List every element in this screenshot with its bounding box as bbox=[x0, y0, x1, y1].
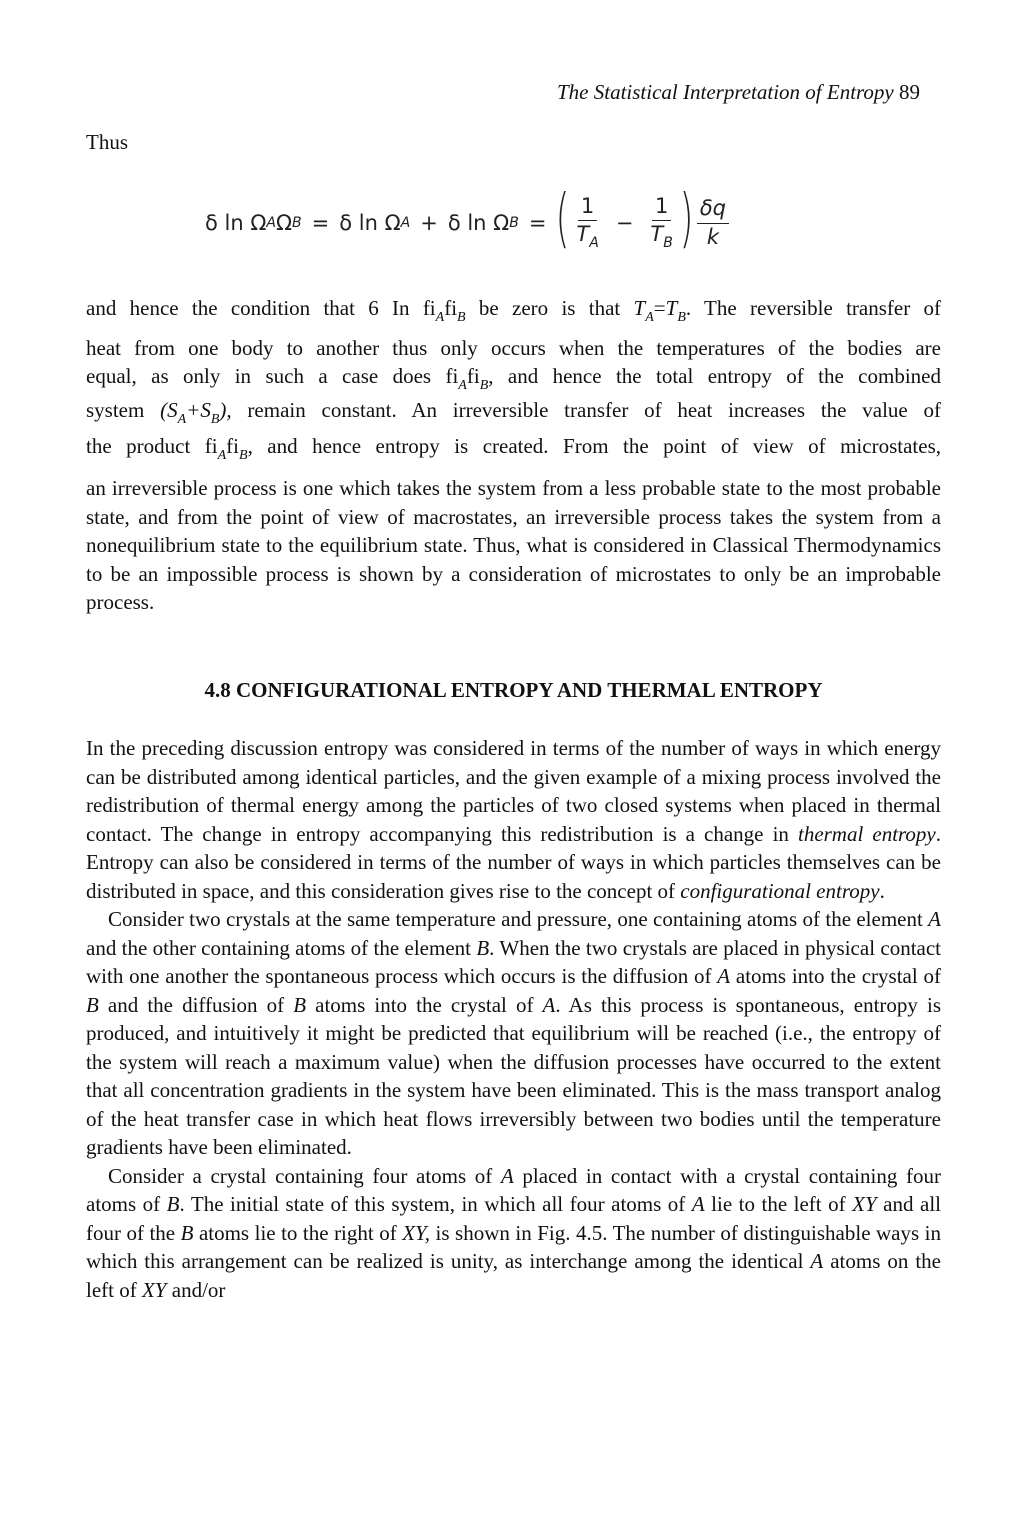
p3-d: atoms into the crystal of bbox=[730, 964, 941, 988]
eq-fraction-3 bbox=[697, 197, 729, 248]
p1l5-b: fi bbox=[226, 434, 239, 458]
p3-c: . When the two crystals are placed in physical contact with one another the spontaneous process which occurs is the diffusion of bbox=[86, 935, 942, 988]
p1l1-a: and hence the condition that 6 In fi bbox=[86, 296, 436, 320]
p1l3-sub-a: A bbox=[458, 378, 467, 393]
p4-b: placed in contact with a crystal containing four atoms of bbox=[86, 1163, 941, 1216]
paragraph-3 bbox=[86, 905, 941, 1162]
p1l1-b: fi bbox=[444, 296, 458, 320]
p2-em2: configurational entropy bbox=[680, 878, 880, 903]
p1l5-c: , and hence entropy is created. From the point of view of microstates, bbox=[247, 434, 941, 458]
para1-line5 bbox=[86, 434, 941, 464]
eq-minus: − bbox=[615, 211, 634, 235]
p4-XY3: XY bbox=[141, 1277, 167, 1302]
frac2-denominator bbox=[647, 221, 675, 251]
p4-e: and all four of the bbox=[86, 1192, 941, 1245]
p1l4-a: system bbox=[86, 398, 161, 422]
p2-a: In the preceding discussion entropy was considered in terms of the number of ways in which energy can be distributed among identical particles, and the given example of a mixing process involved the redistribution of thermal energy among the particles of two closed systems when placed in thermal contact. The change in entropy accompanying this redistribution is a change in bbox=[86, 736, 941, 846]
p4-A2: A bbox=[691, 1192, 705, 1216]
p2-b: . Entropy can also be considered in terms of the number of ways in which particles themselves can be distributed in space, and this consideration gives rise to the concept of bbox=[86, 821, 941, 903]
p1l5-a: the product fi bbox=[86, 434, 218, 458]
lead-word: Thus bbox=[86, 130, 128, 154]
frac3-denominator: k bbox=[706, 224, 719, 249]
p4-XY2: XY, bbox=[402, 1220, 431, 1245]
p1l4-b: remain constant. An irreversible transfer of heat increases the value of bbox=[231, 398, 941, 422]
p2-c: . bbox=[879, 878, 885, 903]
p1l5-sub-a: A bbox=[217, 448, 227, 463]
p3-A1: A bbox=[928, 907, 941, 931]
para1-line2 bbox=[86, 336, 941, 361]
p4-B1: B bbox=[166, 1192, 180, 1216]
entropy-equation bbox=[205, 182, 733, 258]
frac2-numerator: 1 bbox=[652, 195, 671, 221]
p4-g: is shown in Fig. 4.5. The number of distinguishable ways in which this arrangement can be realized is unity, as interchange among the identical bbox=[86, 1220, 942, 1273]
running-head bbox=[86, 80, 920, 105]
p3-A3: A bbox=[542, 992, 556, 1017]
p4-A3: A bbox=[810, 1249, 824, 1273]
p1l2: heat from one body to another thus only occurs when the temperatures of the bodies are bbox=[86, 336, 941, 360]
p4-B2: B bbox=[180, 1220, 194, 1245]
frac2-den-t: T bbox=[650, 221, 664, 246]
p3-e: and the diffusion of bbox=[98, 992, 294, 1017]
p1l4-close: ), bbox=[219, 398, 232, 422]
running-head-title: The Statistical Interpretation of Entropy bbox=[557, 80, 894, 104]
p2-em1: thermal entropy bbox=[797, 821, 936, 846]
eq-equals-2: = bbox=[528, 211, 547, 235]
p1l1-sub-a: A bbox=[435, 310, 445, 325]
frac1-numerator: 1 bbox=[578, 195, 597, 221]
eq-lhs: δ ln Ω bbox=[205, 211, 267, 235]
p1l1-t1-sub: A bbox=[645, 310, 654, 325]
p3-g: . As this process is spontaneous, entropy is produced, and intuitively it might be predicted that equilibrium will be reached (i.e., the entropy of the system will reach a maximum value) when the diffusion processes have occurred to the extent that all concentration gradients in the system have been eliminated. This is the mass transport analog of the heat transfer case in which heat flows irreversibly between two bodies until the temperature gradients have been eliminated. bbox=[86, 992, 941, 1159]
body-text bbox=[86, 734, 941, 1304]
section-heading: 4.8 CONFIGURATIONAL ENTROPY AND THERMAL ENTROPY bbox=[204, 678, 823, 702]
p1l4-s1: (S bbox=[160, 398, 178, 422]
p4-f: atoms lie to the right of bbox=[193, 1220, 403, 1245]
frac3-numerator: δq bbox=[697, 197, 729, 223]
p1l4-plus: +S bbox=[186, 398, 211, 422]
paragraph-2 bbox=[86, 734, 941, 905]
p1l1-t1: T bbox=[633, 296, 646, 320]
para1-line3 bbox=[86, 364, 941, 394]
eq-term1: δ ln Ω bbox=[339, 211, 401, 235]
para1-rest-text: an irreversible process is one which takes the system from a less probable state to the most probable state, and from the point of view of macrostates, an irreversible process takes the system from a nonequilibrium state to the equilibrium state. Thus, what is considered in Classical Thermodynamics to be an impossible process is shown by a consideration of microstates to only be an improbable process. bbox=[86, 476, 941, 614]
p1l3-b: fi bbox=[466, 364, 480, 388]
para1-line4 bbox=[86, 398, 941, 428]
p1l1-sub-b: B bbox=[457, 310, 466, 325]
eq-fraction-1 bbox=[573, 195, 601, 251]
p4-a: Consider a crystal containing four atoms of bbox=[108, 1163, 501, 1188]
p3-a: Consider two crystals at the same temperature and pressure, one containing atoms of the element bbox=[108, 907, 929, 931]
eq-term2-sub: B bbox=[509, 215, 519, 231]
page-number: 89 bbox=[899, 80, 920, 104]
p1l1-t2: T bbox=[665, 296, 678, 320]
p4-h: atoms on the left of bbox=[86, 1249, 941, 1302]
p1l3-a: equal, as only in such a case does fi bbox=[86, 364, 459, 388]
p4-i: and/or bbox=[166, 1277, 226, 1302]
eq-equals-1: = bbox=[311, 211, 330, 235]
p1l4-s1-sub: A bbox=[177, 412, 187, 427]
frac1-den-t: T bbox=[576, 221, 590, 246]
eq-lhs-sub-b: B bbox=[292, 215, 302, 231]
p3-B2: B bbox=[86, 992, 99, 1017]
para1-line1 bbox=[86, 296, 941, 326]
paragraph-4 bbox=[86, 1162, 941, 1305]
left-paren: ( bbox=[556, 182, 570, 256]
p1l3-sub-b: B bbox=[479, 378, 489, 393]
frac1-den-sub: A bbox=[589, 234, 599, 251]
p3-b: and the other containing atoms of the element bbox=[86, 935, 477, 960]
para1-rest bbox=[86, 474, 941, 617]
p4-A1: A bbox=[500, 1163, 514, 1188]
p3-B1: B bbox=[476, 935, 490, 960]
eq-term2: δ ln Ω bbox=[447, 211, 510, 235]
p3-A2: A bbox=[717, 964, 731, 988]
p1l1-c: be zero is that bbox=[465, 296, 634, 320]
p1l3-c: , and hence the total entropy of the combined bbox=[488, 364, 941, 388]
eq-term1-sub: A bbox=[400, 215, 411, 231]
p1l4-s2-sub: B bbox=[210, 412, 220, 427]
p4-XY1: XY bbox=[852, 1192, 877, 1216]
p1l5-sub-b: B bbox=[239, 448, 248, 463]
p1l1-d: . The reversible transfer of bbox=[685, 296, 942, 320]
p4-c: . The initial state of this system, in which all four atoms of bbox=[179, 1192, 692, 1216]
eq-lhs-omega: Ω bbox=[275, 211, 293, 235]
p1l1-t2-sub: B bbox=[677, 310, 686, 325]
p4-d: lie to the left of bbox=[704, 1192, 853, 1216]
frac1-denominator bbox=[573, 221, 601, 251]
eq-lhs-sub-a: A bbox=[266, 215, 276, 231]
eq-plus: + bbox=[420, 211, 438, 235]
right-paren: ) bbox=[679, 182, 694, 256]
p3-B3: B bbox=[293, 992, 307, 1017]
frac2-den-sub: B bbox=[663, 234, 673, 251]
p3-f: atoms into the crystal of bbox=[306, 992, 543, 1017]
p1l1-eq: = bbox=[653, 296, 666, 320]
eq-fraction-2 bbox=[647, 195, 675, 251]
